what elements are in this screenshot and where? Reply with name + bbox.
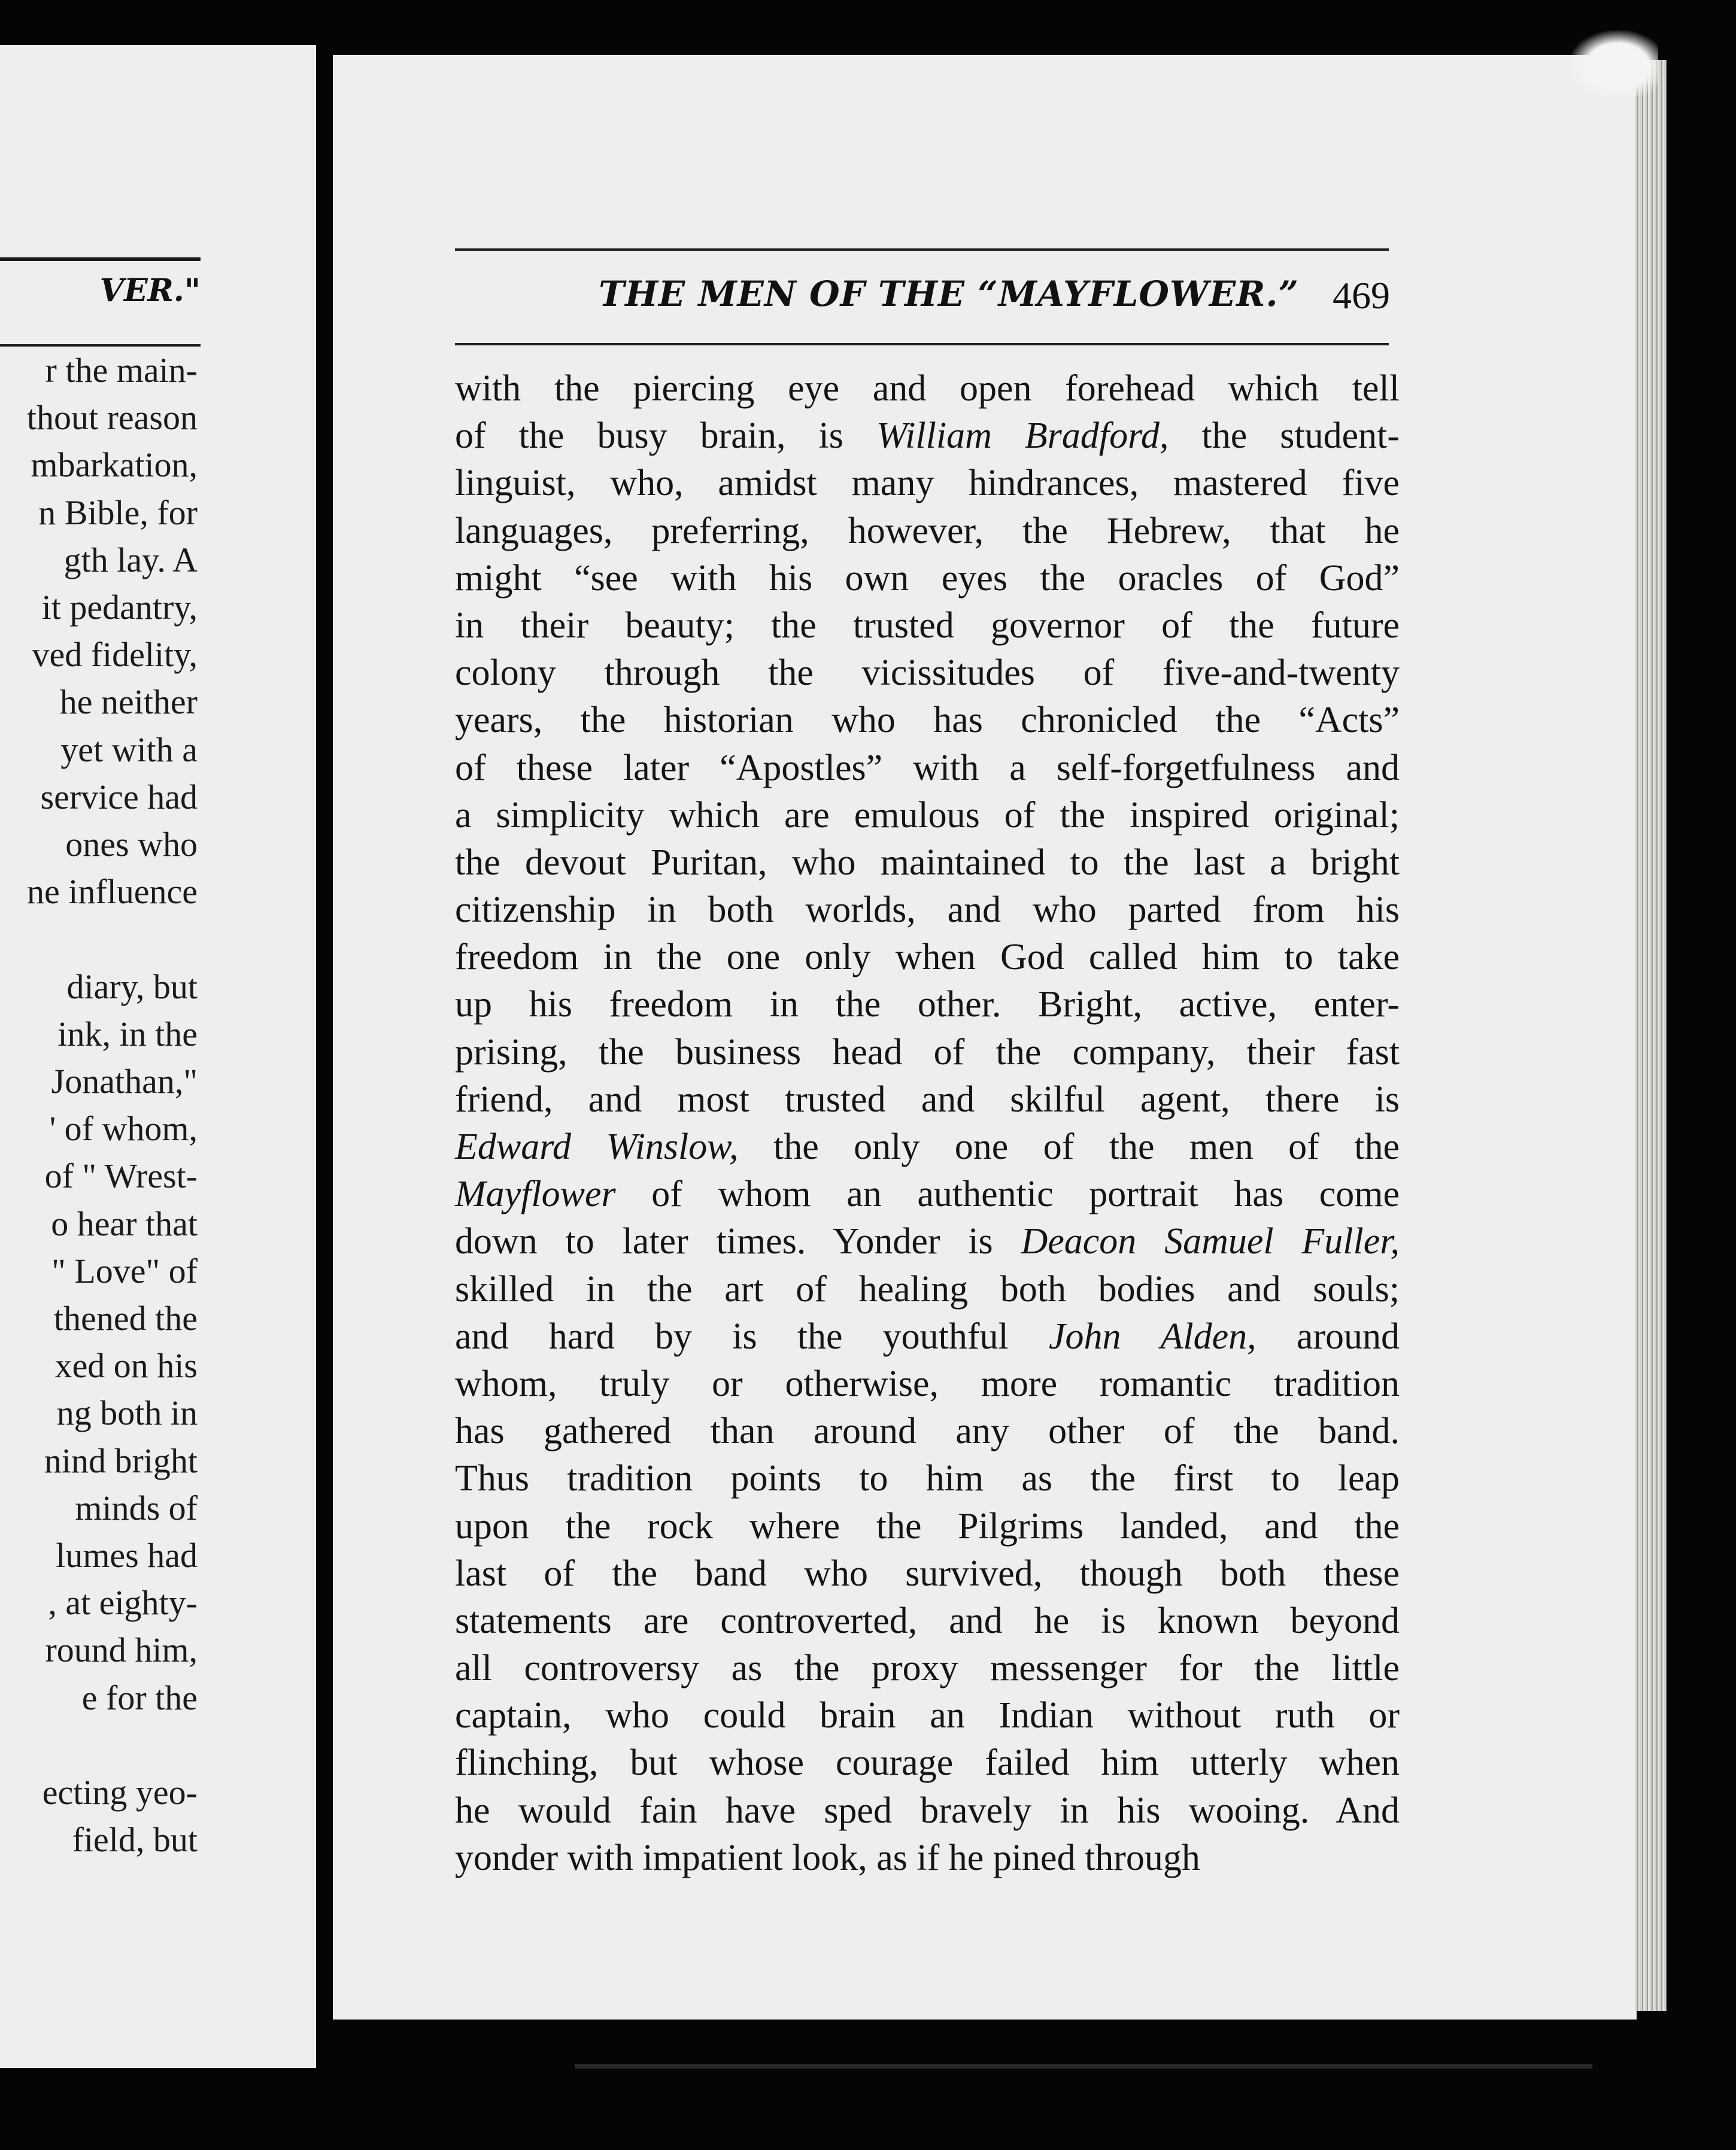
text-line	[455, 1029, 1400, 1076]
text-run: last of the band who survived, though both these	[455, 1553, 1400, 1594]
text-run: the student-	[1169, 415, 1400, 457]
text-line	[455, 602, 1400, 649]
facing-page-line: of " Wrest-	[44, 1156, 198, 1196]
text-line	[455, 1313, 1400, 1361]
italic-name: John Alden,	[1048, 1316, 1257, 1357]
facing-page-line: mbarkation,	[31, 445, 198, 485]
facing-page-line: " Love" of	[51, 1251, 198, 1290]
text-run: the only one of the men of the	[738, 1126, 1400, 1167]
text-line	[455, 1218, 1400, 1265]
italic-name: William Bradford,	[876, 415, 1169, 457]
text-line	[455, 697, 1400, 744]
text-run: with the piercing eye and open forehead which tell	[455, 368, 1400, 409]
facing-page-line: ones who	[65, 825, 198, 864]
text-run: colony through the vicissitudes of five-and-twenty	[455, 652, 1400, 694]
text-line	[455, 649, 1400, 697]
text-line	[455, 934, 1400, 981]
facing-page-line: gth lay. A	[63, 540, 198, 579]
text-run: friend, and most trusted and skilful agent, there is	[455, 1079, 1400, 1120]
text-run: and hard by is the youthful	[455, 1316, 1049, 1357]
facing-page-line: , at eighty-	[48, 1583, 198, 1623]
facing-page-line: r the main-	[45, 351, 198, 390]
text-run: years, the historian who has chronicled the “Acts”	[455, 700, 1400, 741]
facing-page-line: nind bright	[44, 1441, 198, 1480]
text-run: flinching, but whose courage failed him utterly when	[455, 1742, 1400, 1784]
text-run: the devout Puritan, who maintained to the last a bright	[455, 842, 1400, 883]
book-gutter	[316, 36, 334, 2083]
text-run: prising, the business head of the company, their fast	[455, 1031, 1400, 1073]
facing-page-line: field, but	[72, 1820, 198, 1860]
facing-page-line: Jonathan,"	[51, 1062, 198, 1101]
text-line	[455, 886, 1400, 934]
facing-page-line: o hear that	[51, 1204, 198, 1243]
text-line	[455, 1692, 1400, 1739]
text-line	[455, 555, 1400, 602]
page-number: 469	[1333, 274, 1390, 317]
text-line	[455, 1550, 1400, 1598]
corner-wear	[1568, 30, 1658, 96]
text-line	[455, 1835, 1400, 1882]
text-line	[455, 1076, 1400, 1123]
text-run: of these later “Apostles” with a self-forgetfulness and	[455, 747, 1400, 788]
text-line	[455, 412, 1400, 460]
text-line	[455, 792, 1400, 839]
text-line	[455, 1266, 1400, 1313]
facing-page-line: lumes had	[56, 1536, 198, 1575]
facing-page-line: thout reason	[26, 398, 198, 438]
bottom-shadow	[575, 2064, 1592, 2069]
text-run: linguist, who, amidst many hindrances, mastered five	[455, 463, 1400, 504]
facing-header-rule-bottom	[0, 344, 201, 347]
text-line	[455, 365, 1400, 412]
text-run: a simplicity which are emulous of the inspired original;	[455, 794, 1400, 836]
text-line	[455, 508, 1400, 555]
text-run: all controversy as the proxy messenger for the little	[455, 1648, 1400, 1689]
facing-running-head: VER."	[99, 272, 201, 309]
body-text	[455, 365, 1400, 1882]
facing-page-line: thened the	[54, 1299, 198, 1338]
text-line	[455, 1455, 1400, 1502]
facing-page-line: service had	[40, 777, 198, 816]
facing-page-line: ng both in	[56, 1393, 198, 1433]
text-run: yonder with impatient look, as if he pined through	[455, 1837, 1200, 1878]
facing-page	[0, 45, 316, 2068]
text-line	[455, 839, 1400, 886]
facing-page-line: n Bible, for	[38, 493, 198, 532]
facing-page-line: ne influence	[26, 872, 198, 912]
facing-page-line: xed on his	[54, 1346, 198, 1386]
text-line	[455, 745, 1400, 792]
text-run: of the busy brain, is	[455, 415, 876, 457]
facing-page-line: ved fidelity,	[32, 635, 198, 675]
text-run: around	[1256, 1316, 1400, 1357]
text-run: languages, preferring, however, the Hebrew, that he	[455, 510, 1400, 551]
italic-name: Deacon Samuel Fuller,	[1021, 1221, 1400, 1262]
text-run: might “see with his own eyes the oracles of God”	[455, 557, 1400, 599]
text-run: down to later times. Yonder is	[455, 1221, 1021, 1262]
text-line	[455, 1408, 1400, 1455]
facing-page-line: ecting yeo-	[42, 1773, 198, 1812]
header-rule-bottom	[455, 343, 1389, 345]
text-run: has gathered than around any other of the band.	[455, 1411, 1400, 1452]
facing-page-line: he neither	[59, 682, 198, 722]
text-line	[455, 981, 1400, 1028]
text-line	[455, 1503, 1400, 1550]
text-line	[455, 1739, 1400, 1787]
text-run: in their beauty; the trusted governor of the future	[455, 605, 1400, 646]
text-run: of whom an authentic portrait has come	[615, 1174, 1400, 1215]
italic-name: Mayflower	[455, 1174, 616, 1215]
italic-name: Edward Winslow,	[455, 1126, 739, 1167]
page-edges	[1635, 60, 1667, 2011]
text-line	[455, 1645, 1400, 1692]
facing-page-line: minds of	[75, 1488, 198, 1528]
text-run: upon the rock where the Pilgrims landed, and the	[455, 1505, 1400, 1547]
header-rule-top	[455, 248, 1389, 251]
text-line	[455, 1123, 1400, 1171]
text-run: captain, who could brain an Indian without ruth or	[455, 1695, 1400, 1736]
text-run: Thus tradition points to him as the first to leap	[455, 1458, 1400, 1499]
text-run: skilled in the art of healing both bodies and souls;	[455, 1268, 1400, 1310]
facing-page-line: e for the	[81, 1678, 198, 1717]
facing-page-line: it pedantry,	[41, 588, 198, 627]
text-run: statements are controverted, and he is known beyond	[455, 1600, 1400, 1641]
text-line	[455, 460, 1400, 507]
text-line	[455, 1361, 1400, 1408]
facing-header-rule-top	[0, 257, 201, 261]
text-run: whom, truly or otherwise, more romantic tradition	[455, 1363, 1400, 1404]
text-line	[455, 1598, 1400, 1645]
running-head: THE MEN OF THE “MAYFLOWER.”	[599, 274, 1299, 314]
facing-page-line: ink, in the	[57, 1014, 198, 1053]
text-run: citizenship in both worlds, and who parted from his	[455, 889, 1400, 931]
facing-page-line: yet with a	[60, 730, 198, 769]
facing-page-line: ' of whom,	[49, 1109, 198, 1149]
text-line	[455, 1787, 1400, 1835]
text-run: he would fain have sped bravely in his wooing. And	[455, 1790, 1400, 1831]
text-run: up his freedom in the other. Bright, active, enter-	[455, 984, 1400, 1025]
facing-page-line: diary, but	[66, 967, 198, 1006]
text-line	[455, 1171, 1400, 1218]
text-run: freedom in the one only when God called him to take	[455, 937, 1400, 978]
facing-page-line: round him,	[45, 1630, 198, 1670]
